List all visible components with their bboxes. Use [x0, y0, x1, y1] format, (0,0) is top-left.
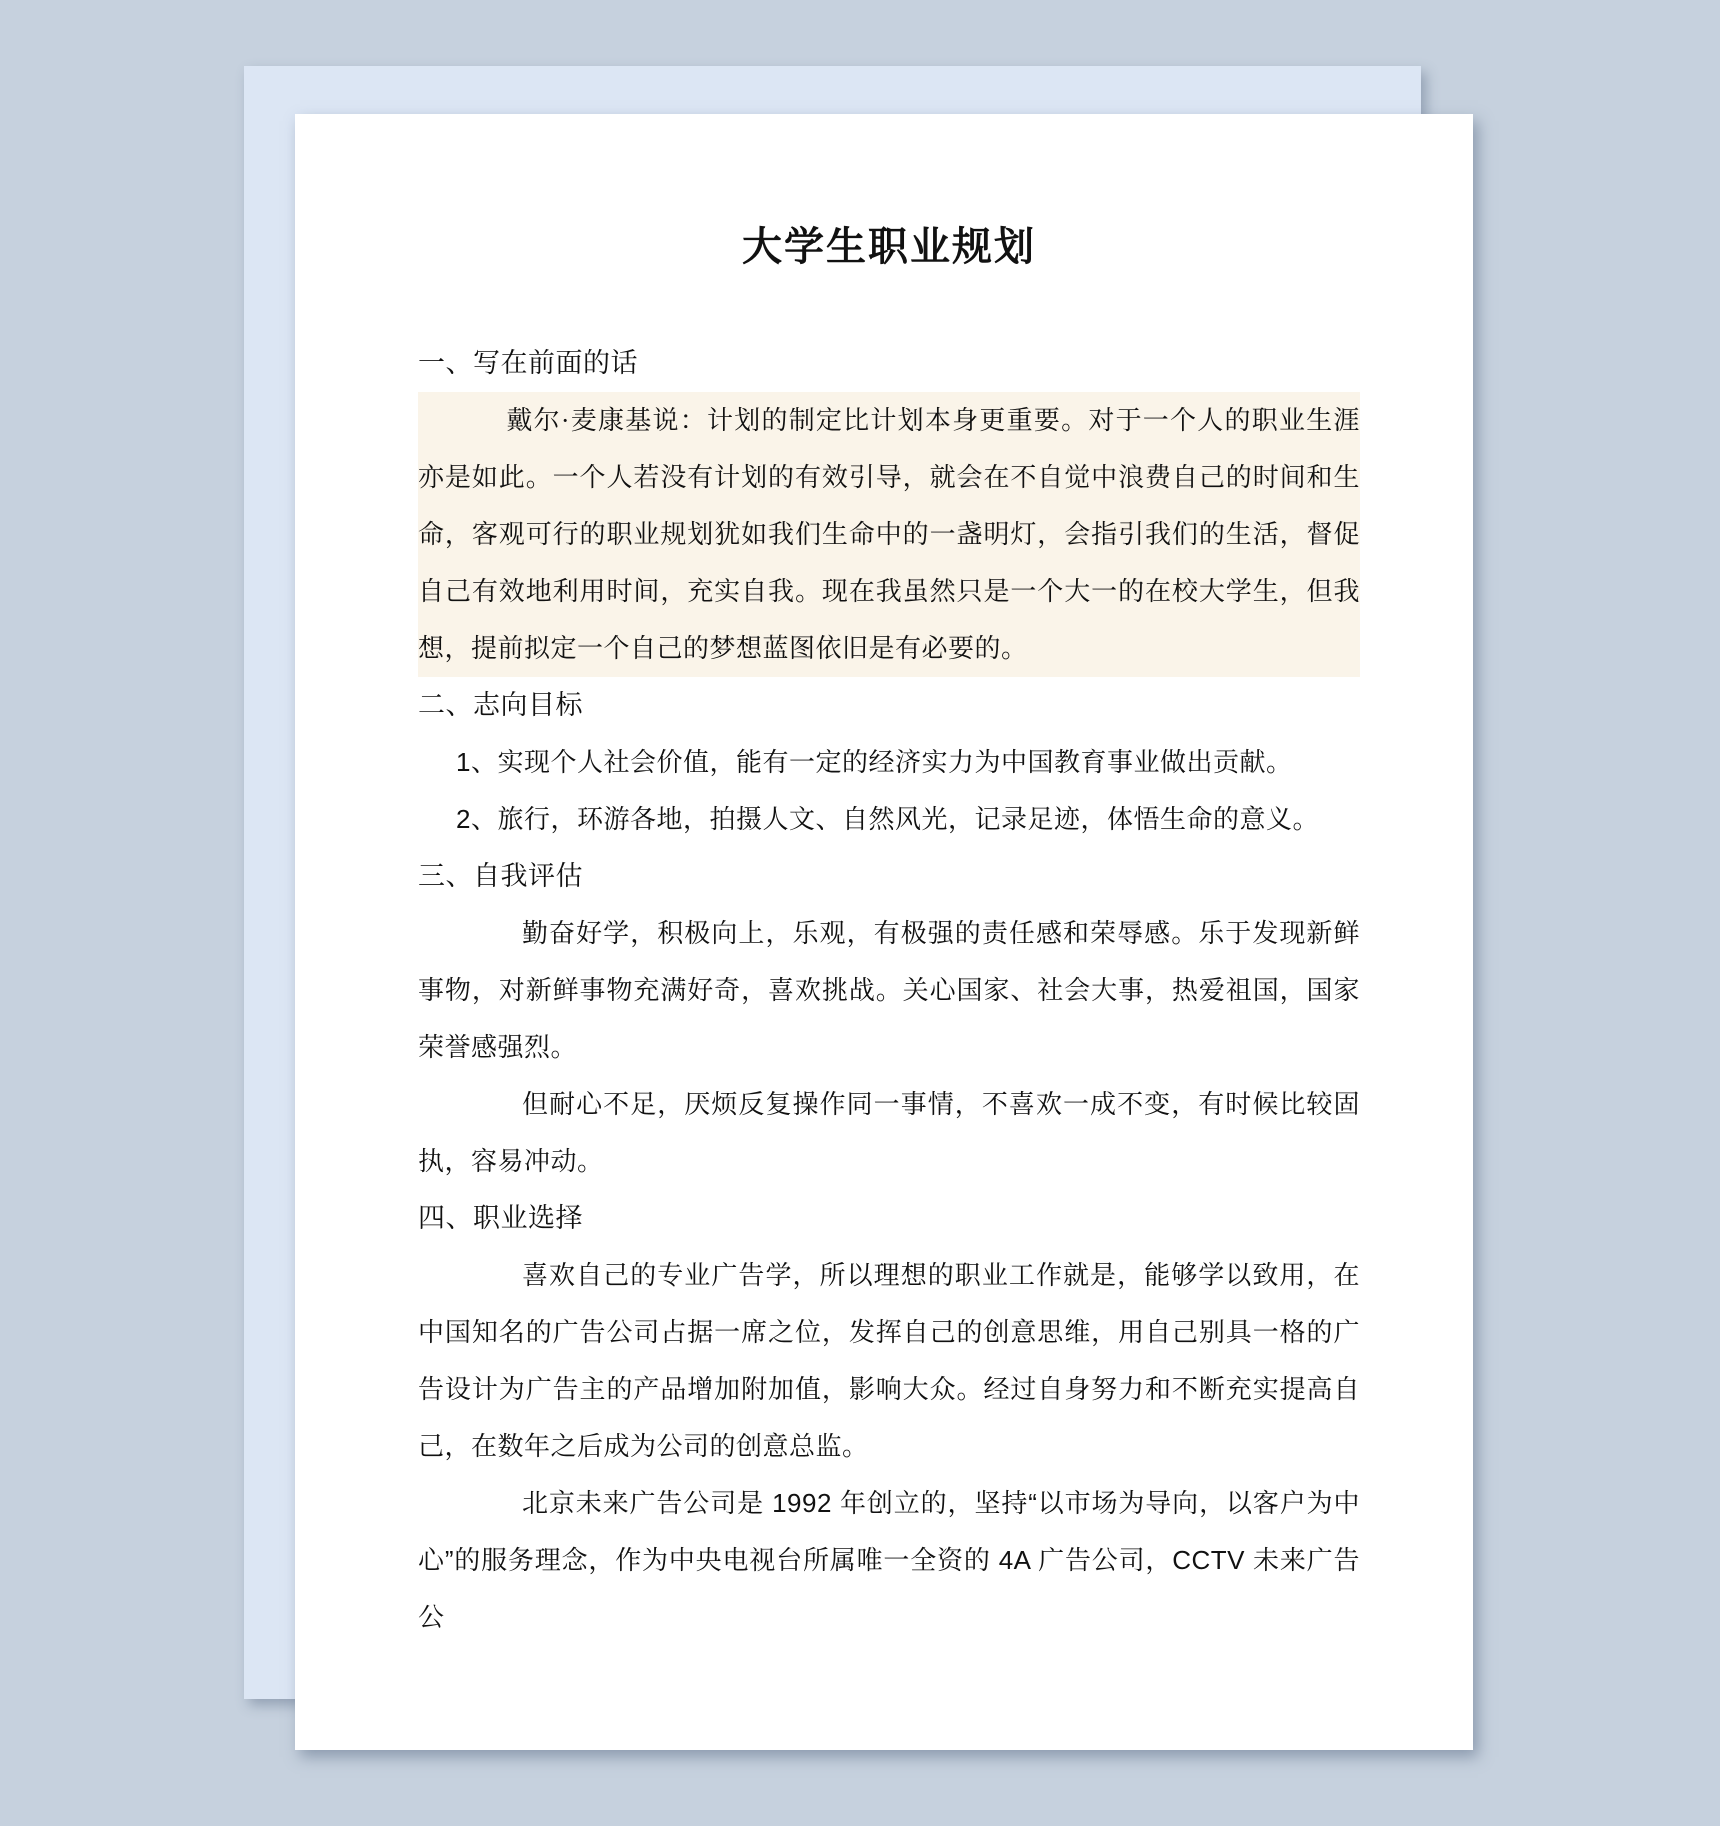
document-title: 大学生职业规划: [742, 225, 1036, 269]
section-heading-self-assessment: 三、自我评估: [418, 861, 583, 891]
career-choice-paragraph-ideal-job: 喜欢自己的专业广告学，所以理想的职业工作就是，能够学以致用，在中国知名的广告公司占据一席之位，发挥自己的创意思维，用自己别具一格的广告设计为广告主的产品增加附加值，影响大众。经过自身努力和不断充实提高自己，在数年之后成为公司的创意总监。: [418, 1260, 1360, 1461]
career-choice-paragraph-company: 北京未来广告公司是 1992 年创立的，坚持“以市场为导向，以客户为中心”的服务理念，作为中央电视台所属唯一全资的 4A 广告公司，CCTV 未来广告公: [418, 1488, 1360, 1632]
document-content: [418, 114, 1360, 1646]
section-heading-career-choice: 四、职业选择: [418, 1203, 583, 1233]
section-heading-goals: 二、志向目标: [418, 690, 583, 720]
document-page: [295, 114, 1473, 1750]
self-assessment-paragraph-strengths: 勤奋好学，积极向上，乐观，有极强的责任感和荣辱感。乐于发现新鲜事物，对新鲜事物充满好奇，喜欢挑战。关心国家、社会大事，热爱祖国，国家荣誉感强烈。: [418, 918, 1360, 1062]
section-heading-foreword: 一、写在前面的话: [418, 348, 638, 378]
self-assessment-paragraph-weaknesses: 但耐心不足，厌烦反复操作同一事情，不喜欢一成不变，有时候比较固执，容易冲动。: [418, 1089, 1360, 1176]
goal-list-item-1: 1、实现个人社会价值，能有一定的经济实力为中国教育事业做出贡献。: [456, 747, 1293, 777]
highlighted-quote-paragraph: 戴尔·麦康基说：计划的制定比计划本身更重要。对于一个人的职业生涯亦是如此。一个人若没有计划的有效引导，就会在不自觉中浪费自己的时间和生命，客观可行的职业规划犹如我们生命中的一盏明灯，会指引我们的生活，督促自己有效地利用时间，充实自我。现在我虽然只是一个大一的在校大学生，但我想，提前拟定一个自己的梦想蓝图依旧是有必要的。: [418, 392, 1360, 677]
goal-list-item-2: 2、旅行，环游各地，拍摄人文、自然风光，记录足迹，体悟生命的意义。: [456, 804, 1319, 834]
